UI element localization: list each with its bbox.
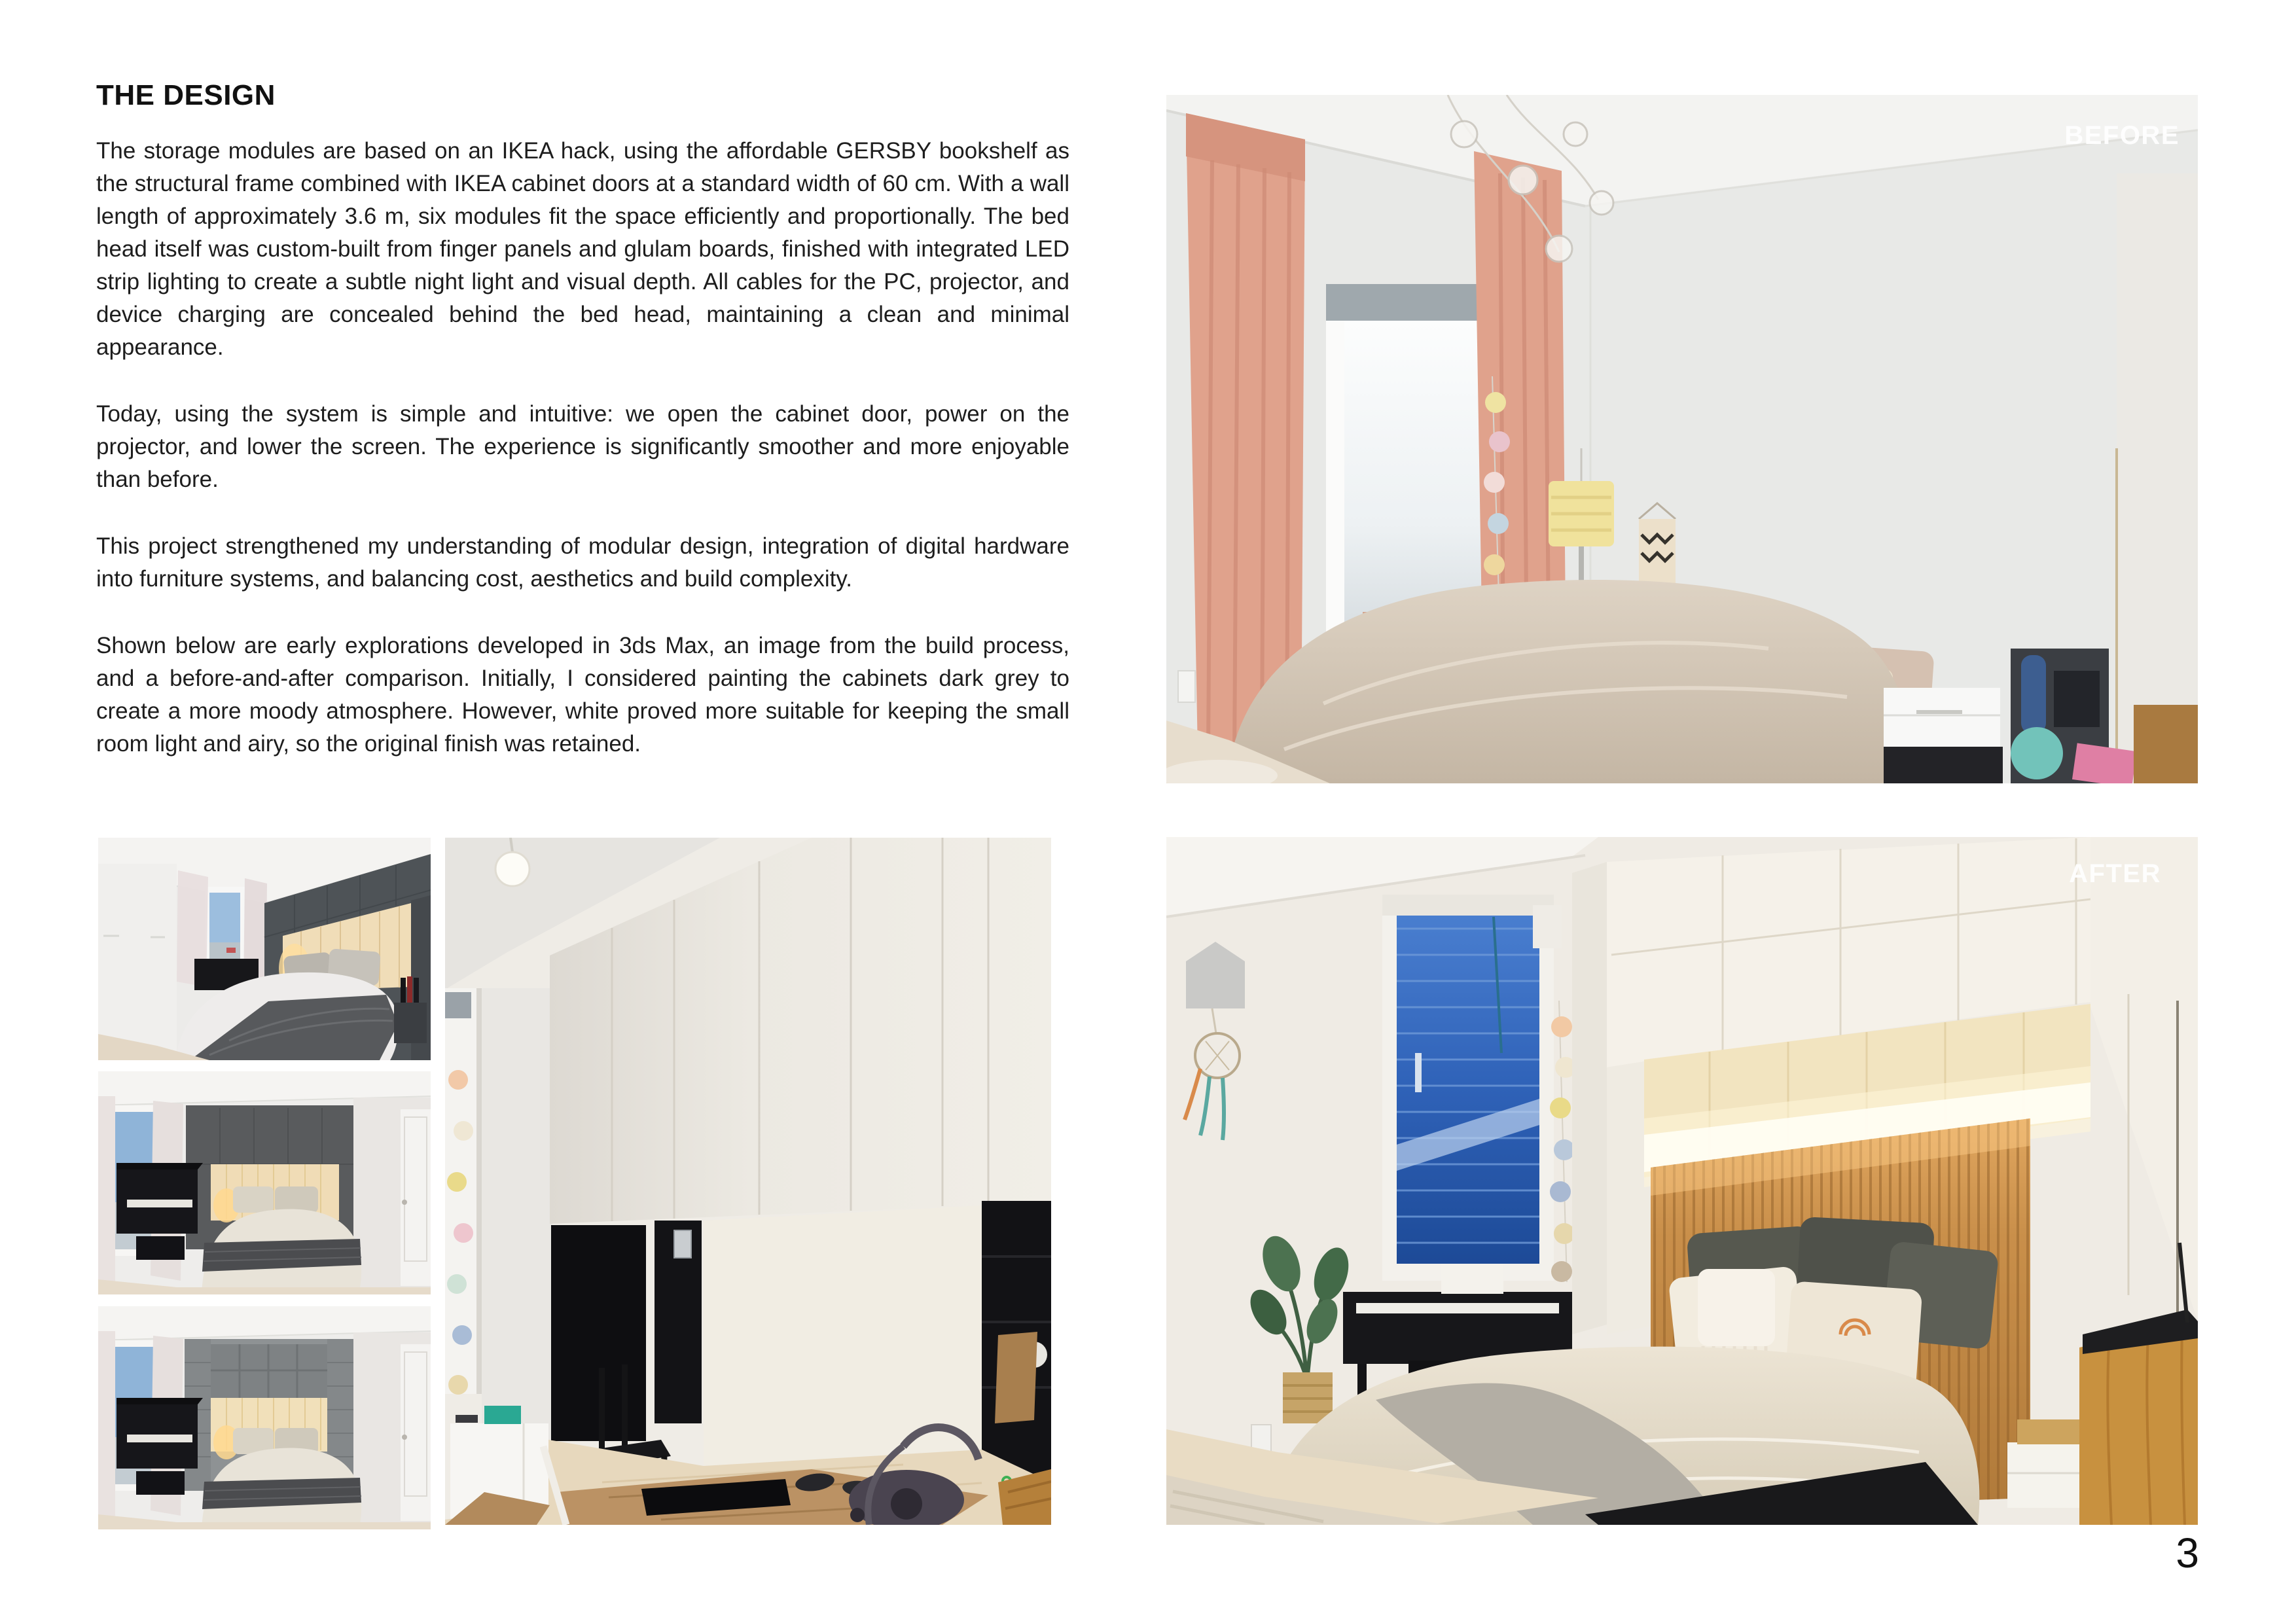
before-photo-illustration — [1166, 95, 2198, 783]
before-label: BEFORE — [2064, 121, 2179, 150]
black-shelf-right — [982, 1201, 1051, 1482]
after-photo-illustration — [1166, 837, 2198, 1525]
paragraph-learnings: This project strengthened my understanding of modular design, integration of digital hardware into furniture systems, and balancing cost, aesthetics and build complexity. — [96, 533, 1069, 592]
wall-outlet — [1178, 671, 1195, 702]
window-blue-blinds — [1382, 895, 1562, 1281]
door — [401, 1344, 431, 1521]
render-exploration-3 — [98, 1306, 431, 1529]
render-2-illustration — [98, 1071, 431, 1294]
after-label: AFTER — [2069, 859, 2161, 888]
after-photo — [1166, 837, 2198, 1525]
render-exploration-2 — [98, 1071, 431, 1294]
mirror-area — [2117, 173, 2198, 783]
build-process-photo — [445, 838, 1051, 1525]
before-photo — [1166, 95, 2198, 783]
render-3-illustration — [98, 1306, 431, 1529]
door — [401, 1109, 431, 1286]
nightstand — [1884, 688, 2003, 783]
paragraph-storage-modules: The storage modules are based on an IKEA hack, using the affordable GERSBY bookshelf as the structural frame combined with IKEA cabinet doors at a standard width of 60 cm. With a wall length of approximately 3.6 m, six modules fit the space efficiently and proportionally. The bed head itself was custom-built from finger panels and glulam boards, finished with integrated LED strip lighting to create a subtle night light and visual depth. All cables for the PC, projector, and device charging are concealed behind the bed head, maintaining a clean and minimal appearance. — [96, 138, 1069, 360]
paragraph-today-usage: Today, using the system is simple and intuitive: we open the cabinet door, power on the projector, and lower the screen. The experience is significantly smoother and more enjoyable than before. — [96, 401, 1069, 492]
window-frame-garland — [445, 988, 482, 1395]
pillows — [233, 1186, 318, 1213]
paragraph-explorations: Shown below are early explorations developed in 3ds Max, an image from the build process, and a before-and-after comparison. Initially, I considered painting the cabinets dark grey to create a more moody atmosphere. However, white proved more suitable for keeping the small room light and airy, so the original finish was retained. — [96, 633, 1069, 757]
page-title: THE DESIGN — [96, 79, 276, 111]
article — [96, 79, 1069, 794]
page-number: 3 — [2176, 1529, 2199, 1577]
render-exploration-1 — [98, 838, 431, 1060]
render-1-illustration — [98, 838, 431, 1060]
build-photo-illustration — [445, 838, 1051, 1525]
open-frame-left — [551, 1225, 646, 1441]
wardrobe-wall — [98, 864, 177, 1060]
